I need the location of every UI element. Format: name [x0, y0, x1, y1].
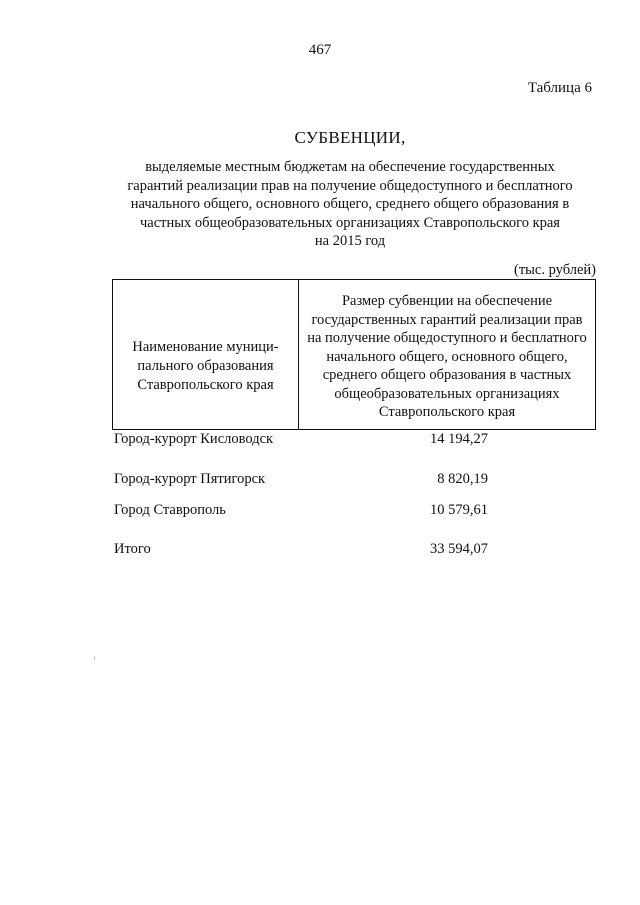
row-value-stavropol: 10 579,61	[430, 502, 488, 518]
row-value-pyatigorsk: 8 820,19	[437, 471, 488, 487]
row-name-stavropol: Город Ставрополь	[114, 502, 226, 518]
header-line: государственных гарантий реализации прав	[311, 311, 583, 328]
row-name-total: Итого	[114, 541, 151, 557]
table-header	[112, 279, 596, 430]
document-title: СУБВЕНЦИИ,	[294, 128, 406, 147]
document-subtitle	[100, 158, 600, 251]
subtitle-line: частных общеобразовательных организациях Ставропольского края	[140, 214, 560, 231]
header-subvention-amount	[299, 292, 595, 422]
subtitle-line: начального общего, основного общего, среднего общего образования в	[130, 196, 570, 212]
subtitle-line: на 2015 год	[314, 233, 386, 249]
row-value-total: 33 594,07	[430, 541, 488, 557]
row-name-pyatigorsk: Город-курорт Пятигорск	[114, 471, 266, 487]
row-name-kislovodsk: Город-курорт Кисловодск	[114, 431, 274, 447]
header-municipality	[113, 338, 298, 395]
header-line: начального общего, основного общего,	[326, 348, 568, 365]
header-line: пального образования	[137, 358, 274, 374]
header-line: общеобразовательных организациях	[334, 385, 560, 402]
row-value-kislovodsk: 14 194,27	[430, 431, 488, 447]
header-line: Ставропольского края	[137, 377, 274, 393]
header-line: на получение общедоступного и бесплатного	[307, 330, 587, 346]
header-line: Наименование муници-	[132, 339, 279, 355]
subtitle-line: гарантий реализации прав на получение общедоступного и бесплатного	[127, 177, 573, 194]
page-number: 467	[308, 42, 332, 58]
header-line: среднего общего образования в частных	[322, 367, 572, 383]
scan-speck	[94, 656, 95, 660]
header-line: Размер субвенции на обеспечение	[341, 293, 553, 309]
header-line: Ставропольского края	[378, 404, 516, 420]
subtitle-line: выделяемые местным бюджетам на обеспечение государственных	[145, 159, 555, 175]
unit-label: (тыс. рублей)	[514, 262, 596, 278]
table-label: Таблица 6	[527, 80, 592, 96]
